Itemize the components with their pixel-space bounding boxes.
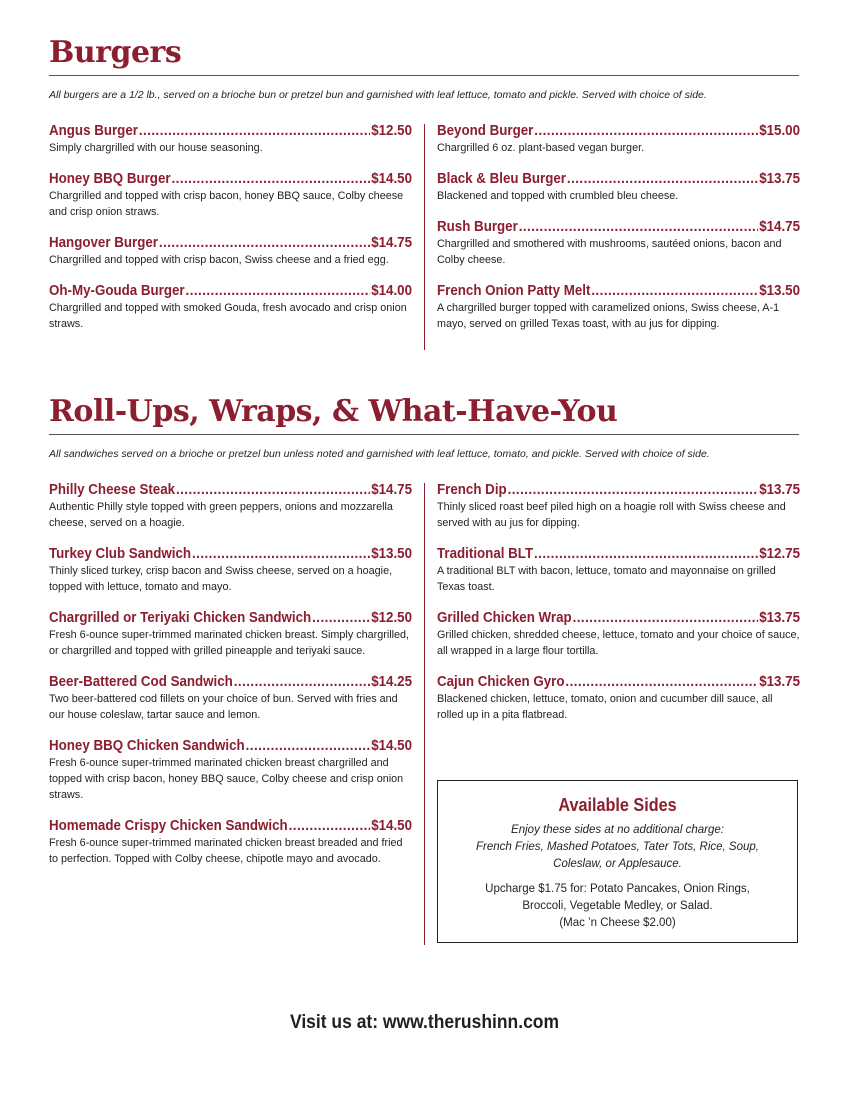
sides-upcharge-line: (Mac ’n Cheese $2.00) [559, 917, 676, 929]
item-price: $14.00 [371, 283, 413, 299]
item-name: Honey BBQ Chicken Sandwich [49, 738, 245, 754]
burgers-left-column [49, 122, 412, 346]
item-description: Chargrilled and topped with crisp bacon, honey BBQ sauce, Colby cheese and crisp onion straws. [49, 190, 404, 218]
item-price: $14.25 [371, 674, 413, 690]
sides-upcharge-line: Broccoli, Vegetable Medley, or Salad. [522, 900, 713, 912]
rollups-right-column [437, 481, 800, 737]
menu-item [49, 737, 412, 803]
item-price: $13.75 [759, 171, 801, 187]
rollups-left-column [49, 481, 412, 881]
rollups-divider [49, 434, 799, 435]
item-price: $12.50 [371, 123, 413, 139]
item-price: $14.50 [371, 738, 413, 754]
website-footer: Visit us at: www.therushinn.com [289, 1012, 560, 1033]
item-description: Authentic Philly style topped with green peppers, onions and mozzarella cheese, served on a hoagie. [49, 501, 393, 529]
item-price: $13.50 [759, 283, 801, 299]
burgers-right-column [437, 122, 800, 346]
item-description: Thinly sliced roast beef piled high on a hoagie roll with Swiss cheese and served with au jus for dipping. [437, 501, 786, 529]
menu-item [49, 481, 412, 531]
menu-item [437, 481, 800, 531]
menu-item [49, 234, 412, 268]
item-name: Honey BBQ Burger [49, 171, 171, 187]
menu-item [437, 609, 800, 659]
item-description: Blackened chicken, lettuce, tomato, onion and cucumber dill sauce, all rolled up in a pita flatbread. [437, 693, 773, 721]
item-description: Chargrilled and topped with smoked Gouda, fresh avocado and crisp onion straws. [49, 302, 407, 330]
item-price: $15.00 [759, 123, 801, 139]
item-description: Fresh 6-ounce super-trimmed marinated chicken breast chargrilled and topped with crisp bacon, honey BBQ sauce, Colby cheese and crisp onion straws. [49, 757, 404, 801]
sides-upcharge-list [448, 881, 787, 932]
sides-free-line: French Fries, Mashed Potatoes, Tater Tots, Rice, Soup, [476, 841, 759, 853]
item-price: $14.75 [759, 219, 801, 235]
menu-item [49, 673, 412, 723]
item-price: $14.75 [371, 235, 413, 251]
item-description: Chargrilled and smothered with mushrooms, sautéed onions, bacon and Colby cheese. [437, 238, 782, 266]
item-description: Fresh 6-ounce super-trimmed marinated chicken breast breaded and fried to perfection. Topped with Colby cheese, chipotle mayo and avocado. [49, 837, 403, 865]
menu-item [49, 545, 412, 595]
menu-item [437, 545, 800, 595]
item-price: $14.50 [371, 818, 413, 834]
menu-item [437, 282, 800, 332]
sides-free-list [448, 822, 787, 873]
sides-upcharge-line: Upcharge $1.75 for: Potato Pancakes, Onion Rings, [485, 883, 750, 895]
item-price: $13.75 [759, 610, 801, 626]
sides-title: Available Sides [558, 795, 677, 815]
item-description: Chargrilled and topped with crisp bacon, Swiss cheese and a fried egg. [49, 254, 389, 266]
menu-item [49, 122, 412, 156]
available-sides-box [437, 780, 798, 943]
burgers-divider [49, 75, 799, 76]
rollups-column-divider [424, 483, 425, 945]
menu-item [437, 673, 800, 723]
item-name: Cajun Chicken Gyro [437, 674, 565, 690]
menu-item [49, 609, 412, 659]
item-description: Chargrilled 6 oz. plant-based vegan burger. [437, 142, 645, 154]
item-name: French Dip [437, 482, 507, 498]
item-name: Beer-Battered Cod Sandwich [49, 674, 233, 690]
item-name: Grilled Chicken Wrap [437, 610, 572, 626]
item-name: Black & Bleu Burger [437, 171, 567, 187]
burgers-title: Burgers [49, 35, 182, 70]
rollups-intro: All sandwiches served on a brioche or pretzel bun unless noted and garnished with leaf lettuce, tomato, and pickle. Served with choice of side. [49, 448, 710, 460]
item-name: Hangover Burger [49, 235, 158, 251]
menu-item [49, 817, 412, 867]
item-name: Philly Cheese Steak [49, 482, 176, 498]
item-name: Oh-My-Gouda Burger [49, 283, 185, 299]
item-name: Angus Burger [49, 123, 138, 139]
rollups-title: Roll-Ups, Wraps, & What-Have-You [49, 394, 618, 429]
item-name: Chargrilled or Teriyaki Chicken Sandwich [49, 610, 312, 626]
item-description: A chargrilled burger topped with caramelized onions, Swiss cheese, A-1 mayo, served on grilled Texas toast, with au jus for dipping. [437, 302, 780, 330]
sides-free-line: Enjoy these sides at no additional charge: [511, 824, 724, 836]
sides-free-line: Coleslaw, or Applesauce. [553, 858, 682, 870]
item-price: $13.75 [759, 482, 801, 498]
item-name: French Onion Patty Melt [437, 283, 591, 299]
item-price: $12.75 [759, 546, 801, 562]
item-name: Turkey Club Sandwich [49, 546, 192, 562]
item-name: Beyond Burger [437, 123, 534, 139]
item-price: $13.50 [371, 546, 413, 562]
item-price: $14.75 [371, 482, 413, 498]
item-description: Thinly sliced turkey, crisp bacon and Swiss cheese, served on a hoagie, topped with lettuce, tomato and mayo. [49, 565, 393, 593]
menu-item [49, 282, 412, 332]
menu-item [437, 218, 800, 268]
menu-item [437, 122, 800, 156]
burgers-column-divider [424, 124, 425, 350]
item-name: Homemade Crispy Chicken Sandwich [49, 818, 288, 834]
item-description: Grilled chicken, shredded cheese, lettuce, tomato and your choice of sauce, all wrapped in a large flour tortilla. [437, 629, 800, 657]
item-price: $13.75 [759, 674, 801, 690]
burgers-intro: All burgers are a 1/2 lb., served on a brioche bun or pretzel bun and garnished with leaf lettuce, tomato and pickle. Served with choice of side. [49, 89, 707, 101]
item-description: A traditional BLT with bacon, lettuce, tomato and mayonnaise on grilled Texas toast. [437, 565, 776, 593]
item-description: Fresh 6-ounce super-trimmed marinated chicken breast. Simply chargrilled, or chargrilled and topped with grilled pineapple and teriyaki sauce. [49, 629, 410, 657]
item-name: Traditional BLT [437, 546, 534, 562]
item-description: Blackened and topped with crumbled bleu cheese. [437, 190, 679, 202]
item-price: $12.50 [371, 610, 413, 626]
menu-item [49, 170, 412, 220]
item-description: Two beer-battered cod fillets on your choice of bun. Served with fries and our house coleslaw, tartar sauce and lemon. [49, 693, 398, 721]
item-name: Rush Burger [437, 219, 518, 235]
item-description: Simply chargrilled with our house seasoning. [49, 142, 263, 154]
item-price: $14.50 [371, 171, 413, 187]
menu-item [437, 170, 800, 204]
